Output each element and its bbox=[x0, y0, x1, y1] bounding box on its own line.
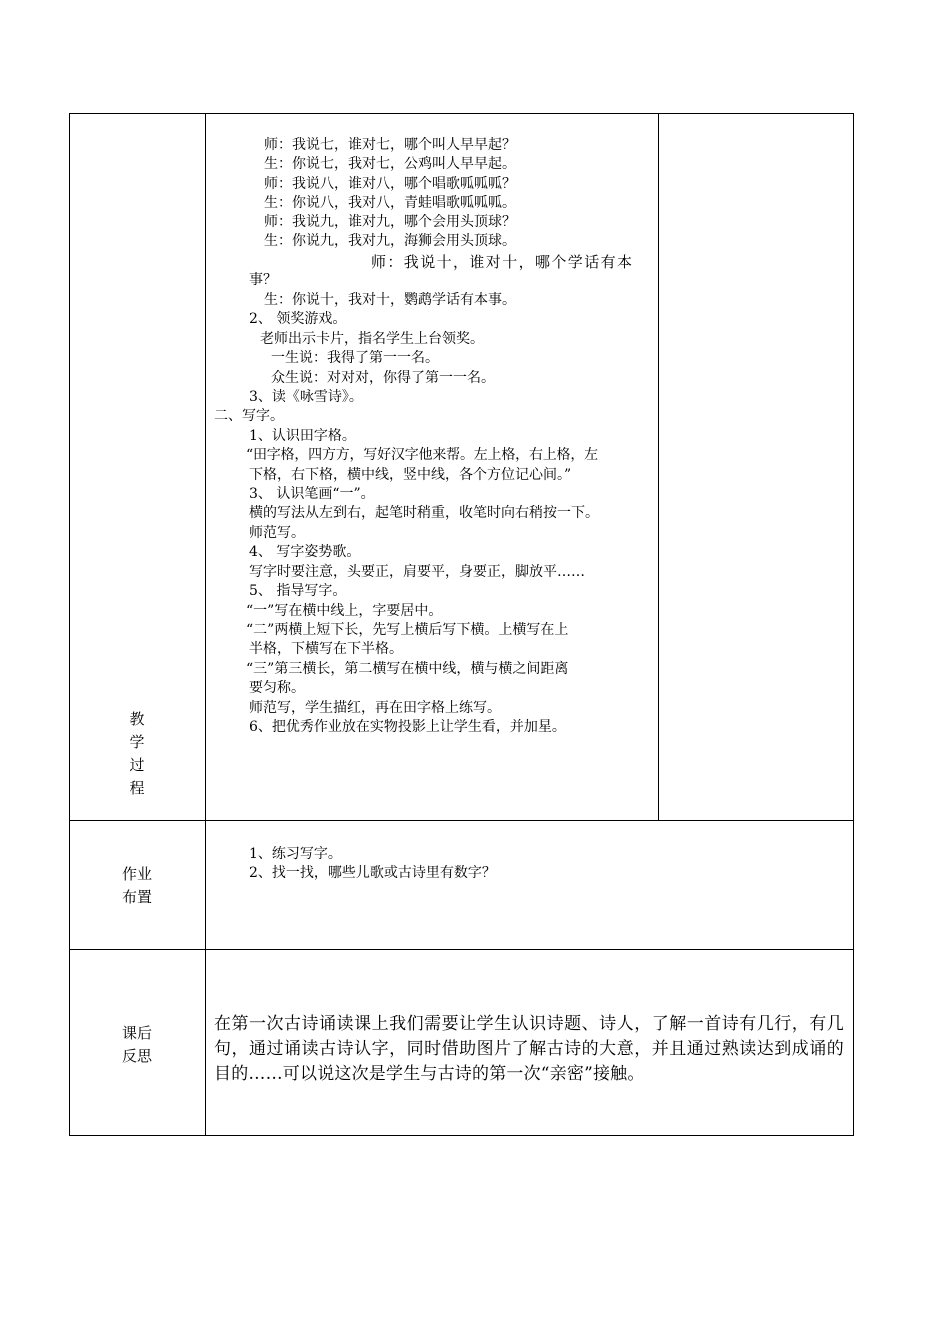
process-line: 4、 写字姿势歌。 bbox=[249, 544, 361, 560]
process-line: “三”第三横长，第二横写在横中线，横与横之间距离 bbox=[246, 661, 569, 677]
process-line: 2、 领奖游戏。 bbox=[249, 311, 347, 327]
process-line: 老师出示卡片，指名学生上台领奖。 bbox=[260, 331, 484, 347]
process-line: 生：你说八，我对八，青蛙唱歌呱呱呱。 bbox=[264, 195, 516, 211]
process-line: 师：我说十，谁对十，哪个学话有本 bbox=[371, 253, 634, 271]
label-teaching-process: 教 学 过 程 bbox=[129, 710, 145, 797]
process-line: “一”写在横中线上，字要居中。 bbox=[246, 603, 443, 619]
process-line: 事？ bbox=[249, 272, 277, 288]
process-line: 师范写。 bbox=[249, 525, 305, 541]
process-line: 师：我说八，谁对八，哪个唱歌呱呱呱？ bbox=[264, 176, 516, 192]
process-line: 生：你说九，我对九，海狮会用头顶球。 bbox=[264, 233, 516, 249]
process-line: 众生说：对对对，你得了第一一名。 bbox=[271, 370, 495, 386]
label-homework: 作业 布置 bbox=[121, 865, 152, 906]
process-line: 横的写法从左到右，起笔时稍重，收笔时向右稍按一下。 bbox=[249, 505, 599, 521]
process-line: 二、写字。 bbox=[214, 408, 284, 424]
row-divider-process bbox=[69, 820, 854, 821]
process-line: “田字格，四方方，写好汉字他来帮。左上格，右上格，左 bbox=[246, 447, 598, 463]
process-line: 1、认识田字格。 bbox=[249, 428, 356, 444]
reflection-text: 在第一次古诗诵读课上我们需要让学生认识诗题、诗人，了解一首诗有几行，有几句，通过诵读古诗认字，同时借助图片了解古诗的大意，并且通过熟读达到成诵的目的……可以说这次是学生与古诗的第一次“亲密”接触。 bbox=[214, 1014, 844, 1084]
process-line: “二”两横上短下长，先写上横后写下横。上横写在上 bbox=[246, 622, 569, 638]
process-line: 生：你说七，我对七，公鸡叫人早早起。 bbox=[264, 156, 516, 172]
process-line: 师：我说九，谁对九，哪个会用头顶球？ bbox=[264, 214, 516, 230]
process-line: 写字时要注意，头要正，肩要平，身要正，脚放平…… bbox=[249, 564, 585, 580]
process-line: 要匀称。 bbox=[249, 680, 305, 696]
row-divider-homework bbox=[69, 949, 854, 950]
process-line: 师范写，学生描红，再在田字格上练写。 bbox=[249, 700, 501, 716]
column-divider-label bbox=[205, 113, 206, 1136]
process-line: 6、把优秀作业放在实物投影上让学生看，并加星。 bbox=[249, 719, 566, 735]
homework-line: 1、练习写字。 bbox=[249, 846, 342, 862]
process-line: 下格，右下格，横中线，竖中线，各个方位记心间。” bbox=[249, 467, 572, 483]
homework-line: 2、找一找，哪些儿歌或古诗里有数字？ bbox=[249, 865, 496, 881]
column-divider-notes bbox=[658, 113, 659, 820]
label-reflection: 课后 反思 bbox=[121, 1024, 152, 1065]
process-line: 3、读《咏雪诗》。 bbox=[249, 389, 363, 405]
process-line: 半格，下横写在下半格。 bbox=[249, 641, 403, 657]
process-line: 5、 指导写字。 bbox=[249, 583, 347, 599]
process-line: 生：你说十，我对十，鹦鹉学话有本事。 bbox=[264, 292, 516, 308]
process-line: 3、 认识笔画“一”。 bbox=[249, 486, 375, 502]
process-line: 师：我说七，谁对七，哪个叫人早早起？ bbox=[264, 137, 516, 153]
process-line: 一生说：我得了第一一名。 bbox=[271, 350, 439, 366]
